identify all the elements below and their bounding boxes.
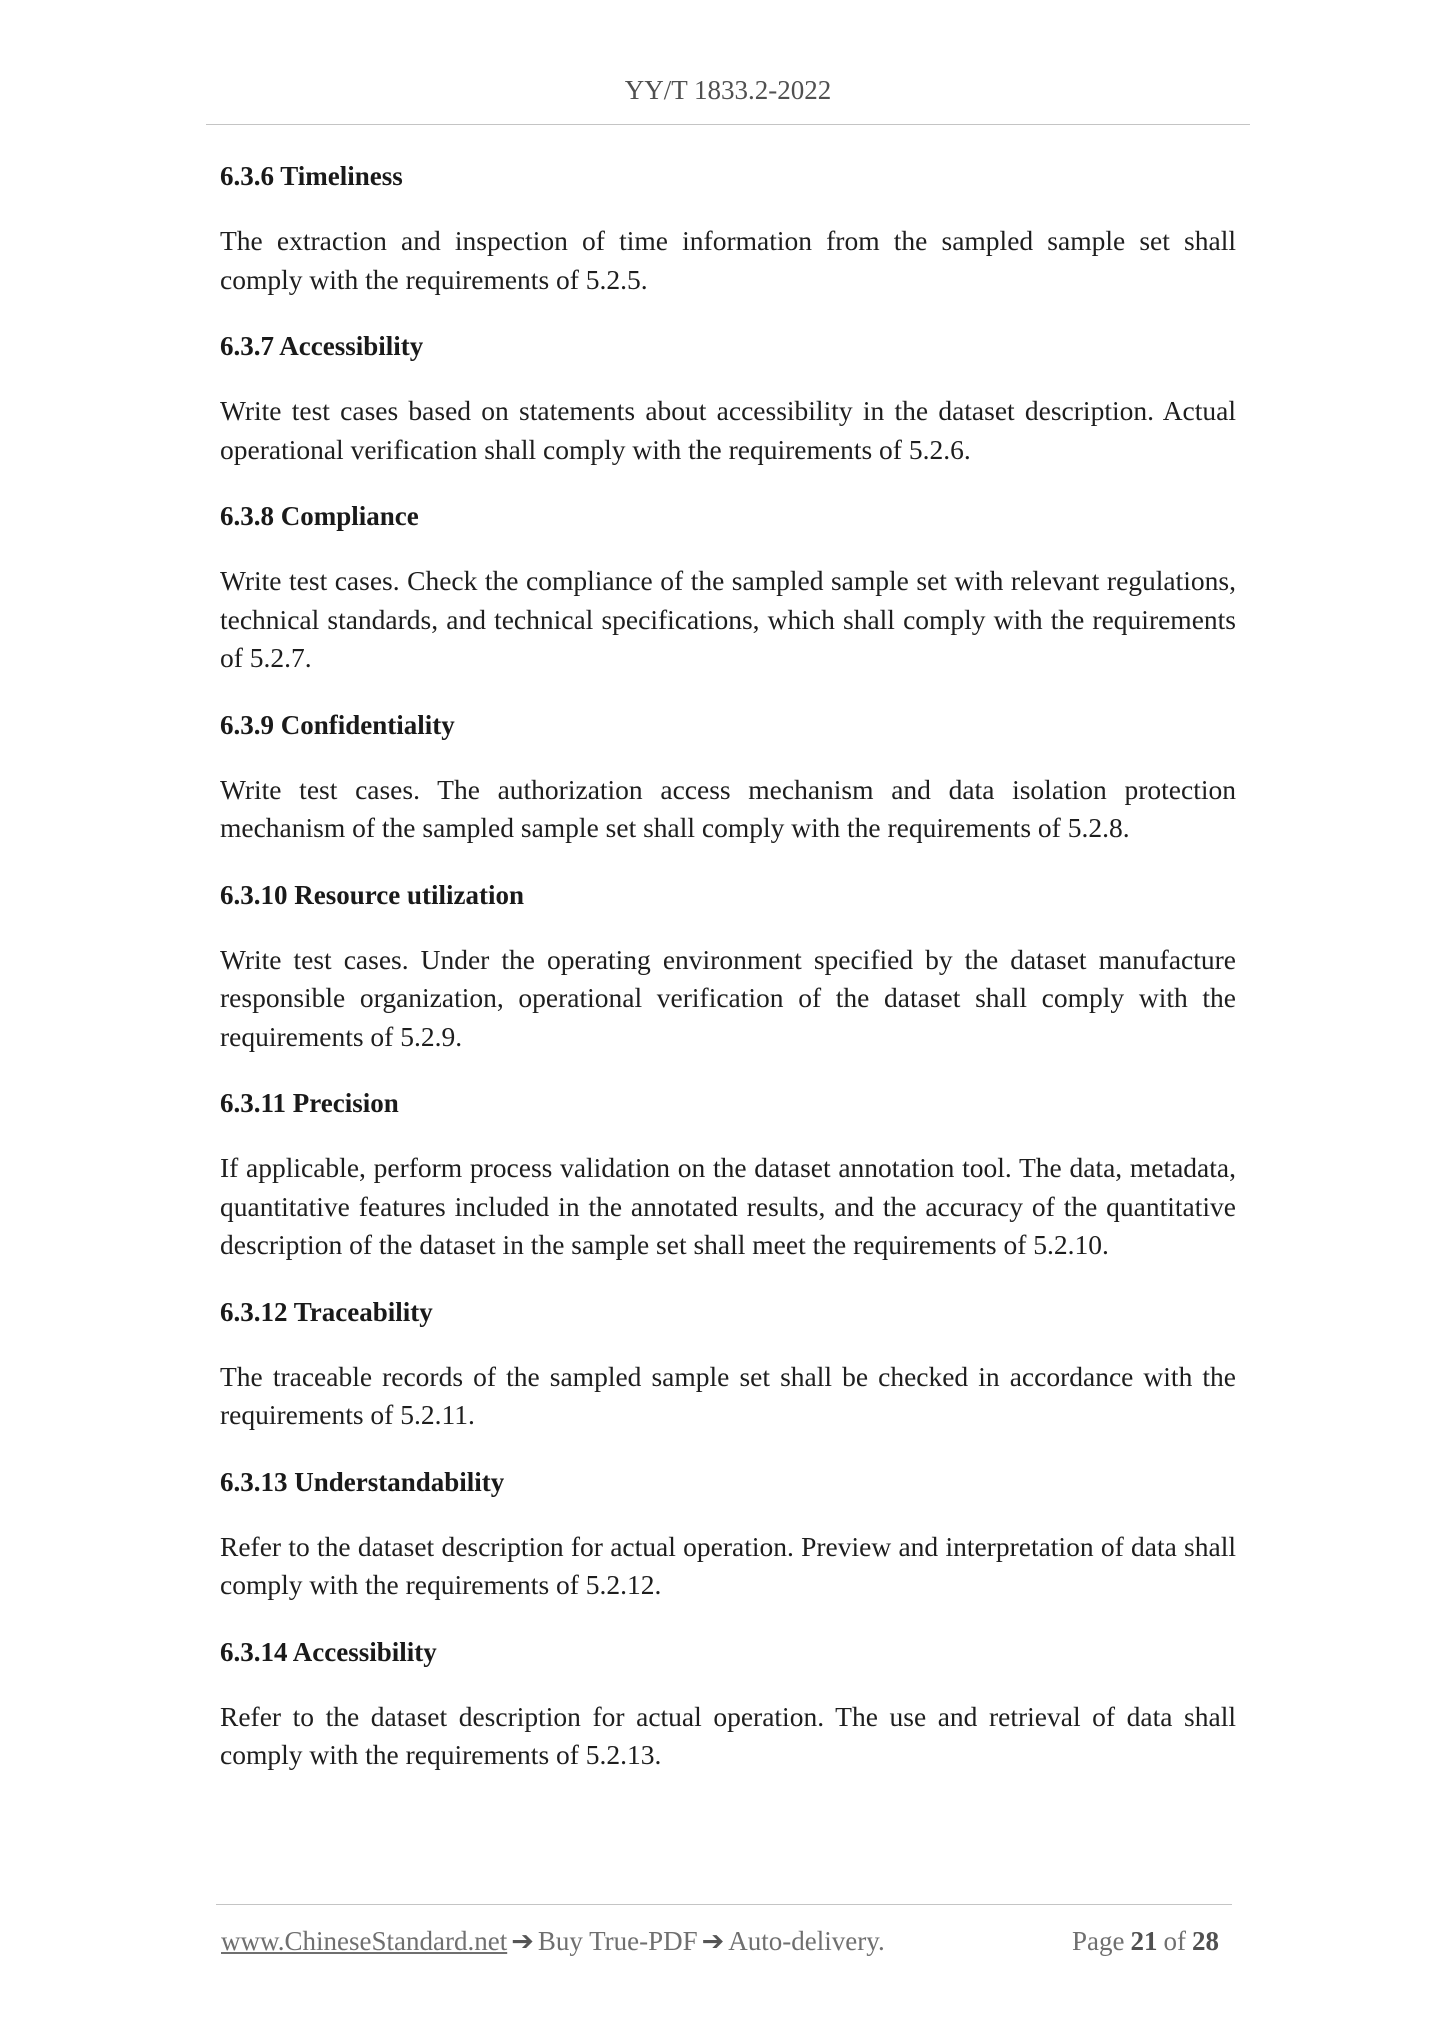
section-title: Accessibility bbox=[292, 1636, 437, 1667]
section-number: 6.3.9 bbox=[220, 709, 274, 740]
section-title: Precision bbox=[292, 1088, 399, 1118]
section-paragraph: The traceable records of the sampled sample set shall be checked in accordance with the requirements of 5.2.11. bbox=[220, 1360, 1236, 1430]
section-title: Timeliness bbox=[280, 161, 403, 191]
section-number: 6.3.10 bbox=[220, 879, 288, 910]
section-number: 6.3.11 bbox=[220, 1088, 287, 1118]
section-paragraph: Refer to the dataset description for actual operation. Preview and interpretation of data shall comply with the requirements of 5.2.12. bbox=[220, 1530, 1236, 1600]
section-paragraph: Write test cases. The authorization access mechanism and data isolation protection mechanism of the sampled sample set shall comply with the requirements of 5.2.8. bbox=[220, 773, 1236, 843]
of-label: of bbox=[1163, 1926, 1186, 1956]
page-indicator bbox=[1072, 1921, 1225, 1961]
section-title: Understandability bbox=[294, 1466, 505, 1497]
section-title: Accessibility bbox=[279, 331, 424, 361]
section-title: Confidentiality bbox=[280, 709, 455, 740]
section-6-3-10 bbox=[220, 875, 1236, 1057]
page-footer bbox=[216, 1904, 1232, 1971]
section-heading bbox=[220, 705, 1236, 745]
section-6-3-6 bbox=[220, 156, 1236, 299]
current-page-number: 21 bbox=[1130, 1926, 1158, 1956]
total-pages-number: 28 bbox=[1192, 1926, 1219, 1956]
section-paragraph: If applicable, perform process validation on the dataset annotation tool. The data, metadata, quantitative features included in the annotated results, and the accuracy of the quantitative description of the dataset in the sample set shall meet the requirements of 5.2.10. bbox=[220, 1152, 1236, 1260]
document-body bbox=[220, 156, 1236, 1802]
section-paragraph: Refer to the dataset description for actual operation. The use and retrieval of data shall comply with the requirements of 5.2.13. bbox=[220, 1700, 1236, 1770]
arrow-right-icon: ➔ bbox=[511, 1926, 534, 1956]
standard-code: YY/T 1833.2-2022 bbox=[624, 75, 832, 105]
section-heading bbox=[220, 875, 1236, 915]
section-number: 6.3.13 bbox=[220, 1466, 288, 1497]
section-paragraph: Write test cases. Check the compliance of the sampled sample set with relevant regulations, technical standards, and technical specifications, which shall comply with the requirements of 5.2.7. bbox=[220, 565, 1236, 673]
section-heading bbox=[220, 496, 1236, 536]
section-6-3-9 bbox=[220, 705, 1236, 848]
section-heading bbox=[220, 1292, 1236, 1332]
section-title: Resource utilization bbox=[294, 879, 524, 910]
section-number: 6.3.12 bbox=[220, 1296, 288, 1327]
section-heading bbox=[220, 156, 1236, 196]
section-title: Compliance bbox=[280, 501, 419, 531]
section-6-3-8 bbox=[220, 496, 1236, 678]
section-number: 6.3.8 bbox=[220, 501, 274, 531]
page-label: Page bbox=[1072, 1926, 1125, 1956]
section-6-3-14 bbox=[220, 1632, 1236, 1775]
section-6-3-13 bbox=[220, 1462, 1236, 1605]
arrow-right-icon: ➔ bbox=[701, 1926, 725, 1956]
section-heading bbox=[220, 1462, 1236, 1502]
section-number: 6.3.14 bbox=[220, 1636, 288, 1667]
section-number: 6.3.6 bbox=[220, 161, 274, 191]
section-heading bbox=[220, 326, 1236, 366]
section-paragraph: Write test cases. Under the operating environment specified by the dataset manufacture responsible organization, operational verification of the dataset shall comply with the requirements of 5.2.9. bbox=[220, 943, 1236, 1052]
section-6-3-12 bbox=[220, 1292, 1236, 1435]
auto-delivery-text: Auto-delivery. bbox=[728, 1926, 885, 1956]
buy-true-pdf-text: Buy True-PDF bbox=[537, 1926, 698, 1956]
site-link[interactable]: www.ChineseStandard.net bbox=[221, 1926, 508, 1956]
section-heading bbox=[220, 1632, 1236, 1672]
footer-promo bbox=[221, 1921, 885, 1961]
section-heading bbox=[220, 1083, 1236, 1123]
section-6-3-11 bbox=[220, 1083, 1236, 1265]
section-paragraph: The extraction and inspection of time information from the sampled sample set shall comply with the requirements of 5.2.5. bbox=[220, 225, 1236, 295]
section-title: Traceability bbox=[293, 1296, 433, 1327]
section-6-3-7 bbox=[220, 326, 1236, 469]
page-header bbox=[206, 70, 1250, 125]
section-number: 6.3.7 bbox=[220, 331, 274, 361]
section-paragraph: Write test cases based on statements about accessibility in the dataset description. Actual operational verification shall comply with the requirements of 5.2.6. bbox=[220, 395, 1236, 465]
